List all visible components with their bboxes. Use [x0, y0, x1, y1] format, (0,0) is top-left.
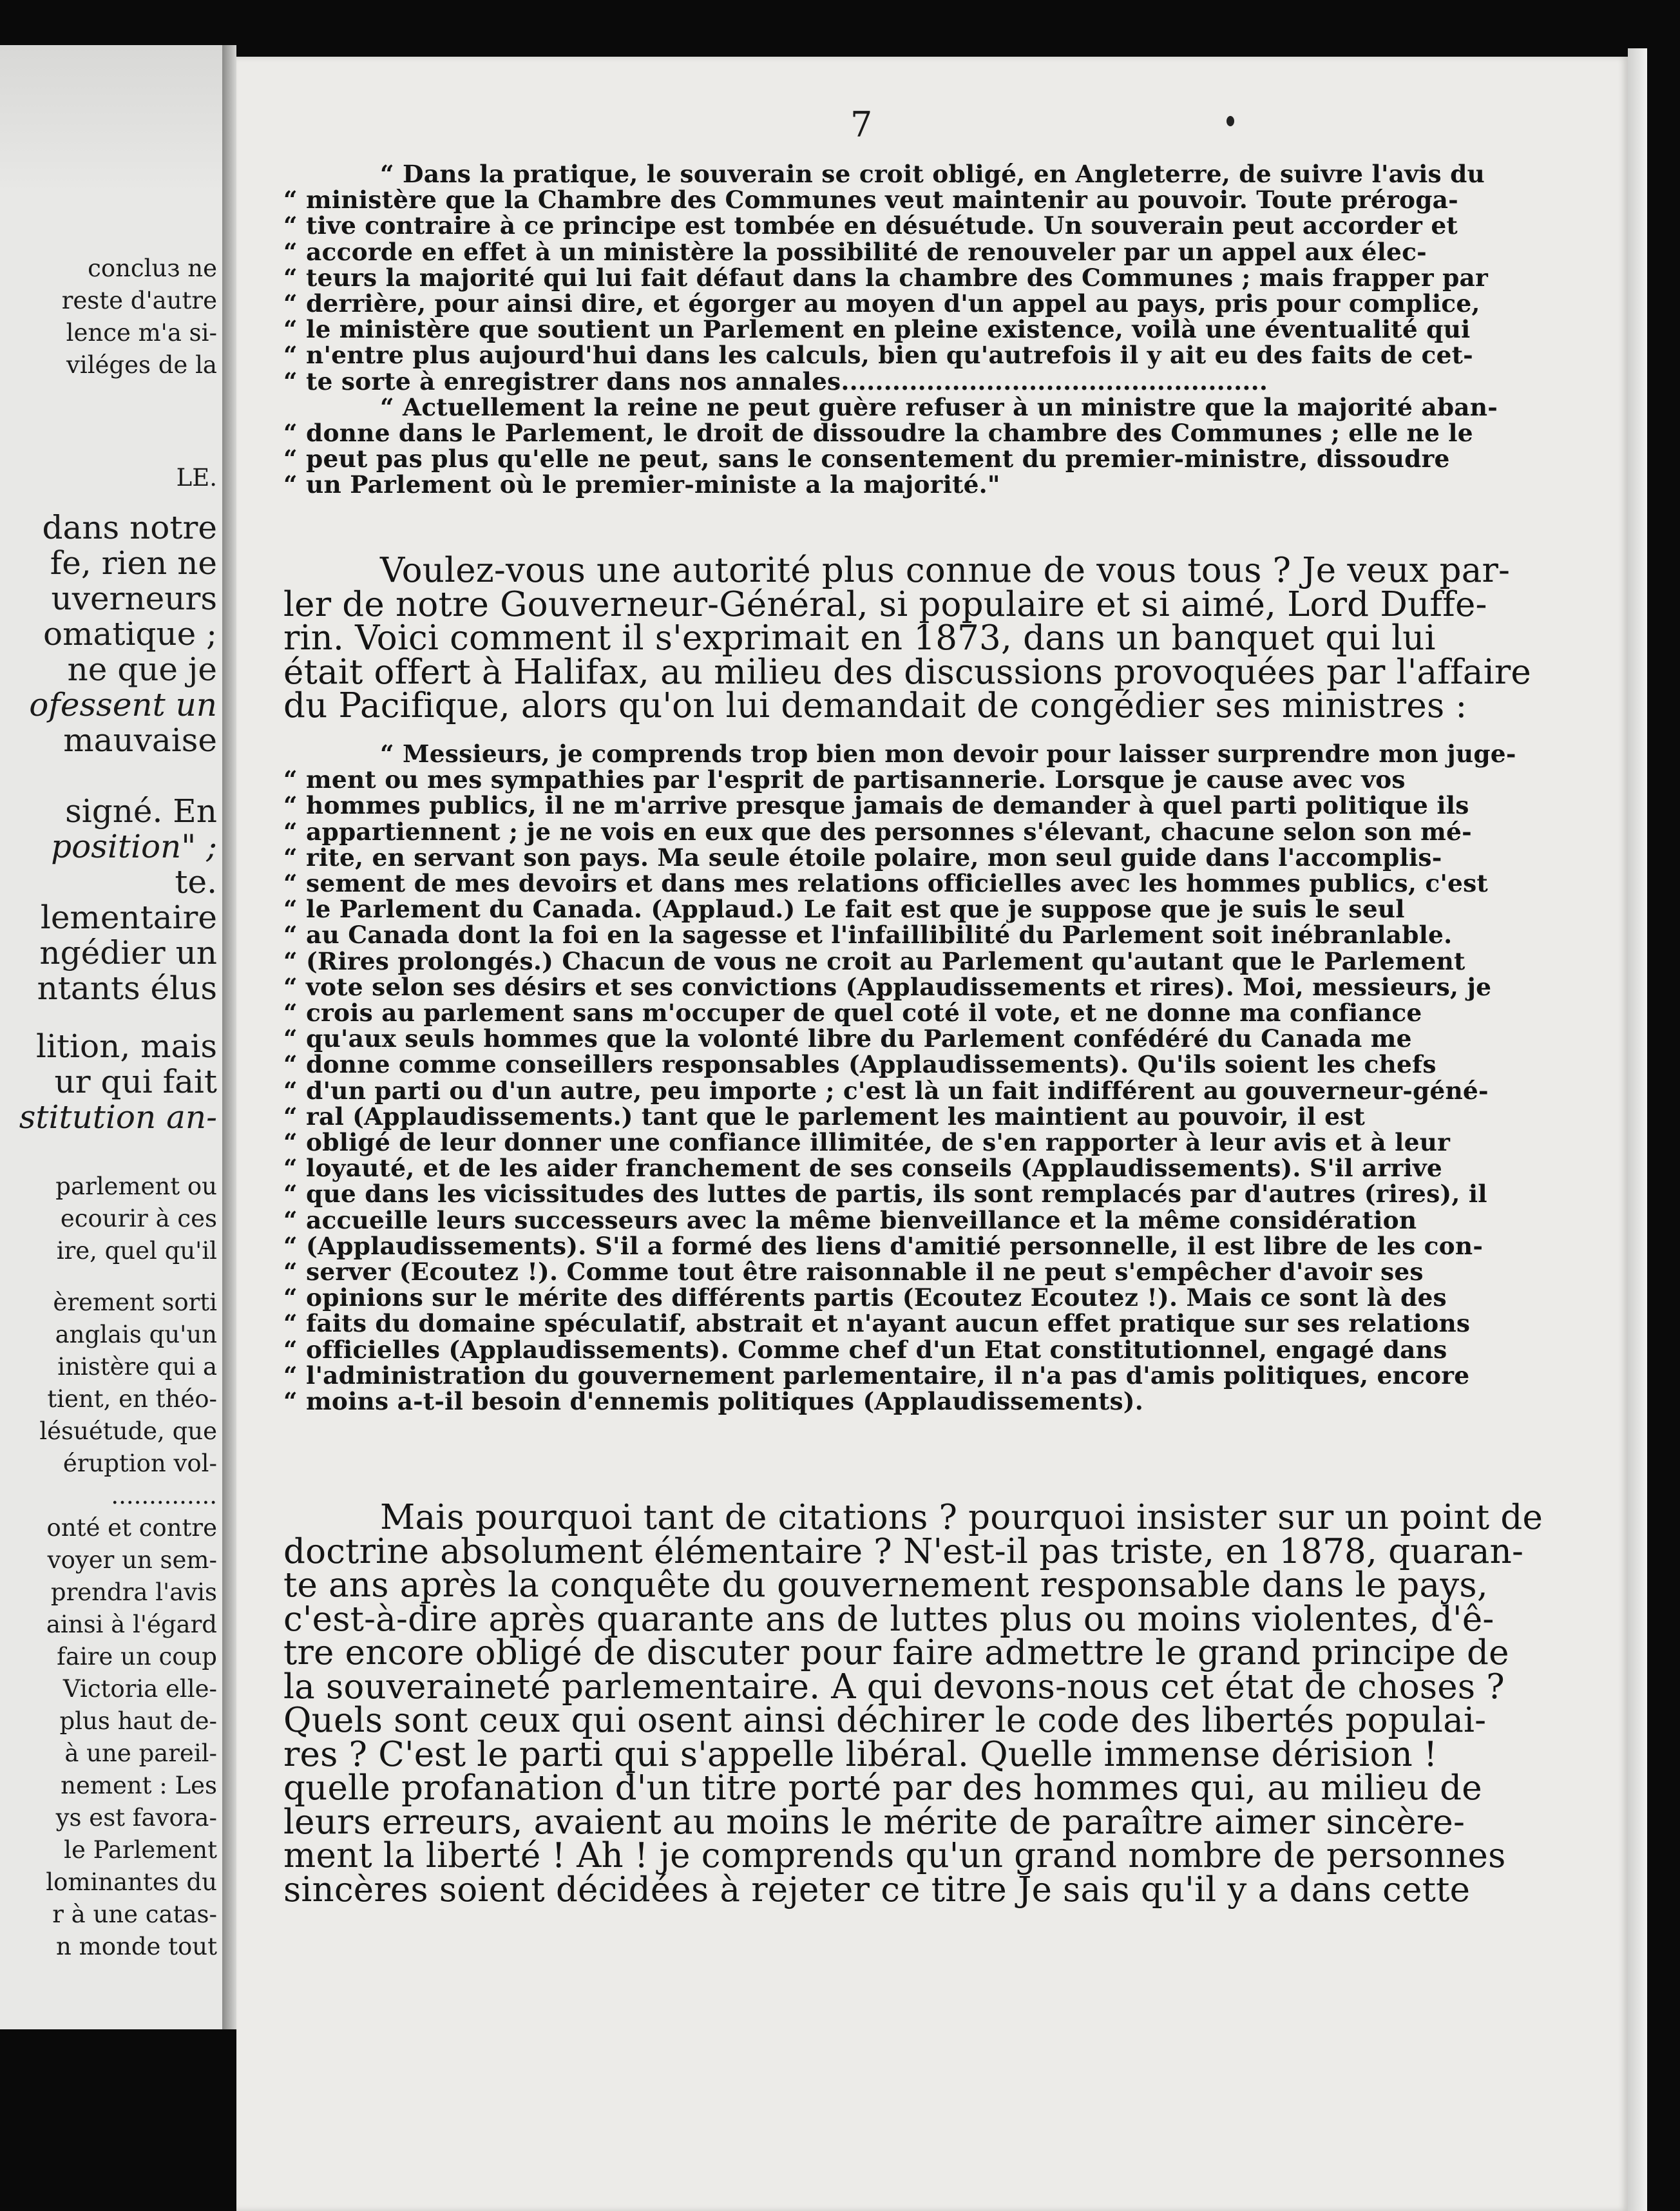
left-page-line: lementaire [40, 899, 217, 936]
left-page-line: mauvaise [63, 722, 217, 759]
quote2-line: “ rite, en servant son pays. Ma seule étoile polaire, mon seul guide dans l'accomplis- [283, 843, 1442, 872]
body1-line: était offert à Halifax, au milieu des discussions provoquées par l'affaire [283, 652, 1531, 692]
body-paragraph-2 [283, 1498, 1543, 1910]
quote1-line: “ peut pas plus qu'elle ne peut, sans le consentement du premier-ministre, dissoudre [283, 445, 1450, 474]
body1-line: ler de notre Gouverneur-Général, si populaire et si aimé, Lord Duffe- [283, 584, 1487, 624]
body2-line: leurs erreurs, avaient au moins le mérite de paraître aimer sincère- [283, 1802, 1465, 1842]
left-page-line: reste d'autre [61, 287, 217, 314]
body1-line: du Pacifique, alors qu'on lui demandait de congédier ses ministres : [283, 686, 1467, 725]
quote2-line: “ moins a-t-il besoin d'ennemis politiques (Applaudissements). [283, 1387, 1143, 1416]
quote1-line: “ Dans la pratique, le souverain se croit obligé, en Angleterre, de suivre l'avis du [380, 160, 1485, 188]
left-page-line: ainsi à l'égard [46, 1611, 217, 1638]
body2-line: res ? C'est le parti qui s'appelle libéral. Quelle immense dérision ! [283, 1734, 1438, 1774]
quote1-line: “ accorde en effet à un ministère la possibilité de renouveler par un appel aux élec- [283, 237, 1427, 266]
quote2-line: “ Messieurs, je comprends trop bien mon devoir pour laisser surprendre mon juge- [380, 740, 1516, 768]
quote1-line: “ Actuellement la reine ne peut guère refuser à un ministre que la majorité aban- [380, 392, 1498, 421]
quote2-line: “ opinions sur le mérite des différents partis (Ecoutez Ecoutez !). Mais ce sont là des [283, 1283, 1447, 1312]
quote2-line: “ le Parlement du Canada. (Applaud.) Le fait est que je suppose que je suis le seul [283, 895, 1405, 924]
quote2-line: “ hommes publics, il ne m'arrive presque jamais de demander à quel parti politique ils [283, 791, 1469, 820]
left-page-line: .............. [111, 1482, 217, 1509]
quote2-line: “ vote selon ses désirs et ses convictions (Applaudissements et rires). Moi, messieurs, je [283, 972, 1492, 1001]
quote2-line: “ ral (Applaudissements.) tant que le parlement les maintient au pouvoir, il est [283, 1102, 1366, 1131]
left-page-line: position" ; [51, 828, 217, 865]
left-page-header-smudge [0, 45, 222, 193]
left-page-line: te. [175, 863, 217, 901]
left-page-line: lition, mais [35, 1028, 217, 1065]
left-page-line: dans notre [42, 509, 217, 546]
left-page-line: à une pareil- [64, 1739, 217, 1767]
quote2-line: “ d'un parti ou d'un autre, peu importe ; c'est là un fait indifférent au gouverneur-géné- [283, 1076, 1489, 1105]
body-paragraph-1 [283, 551, 1531, 725]
left-page-line: nement : Les [61, 1772, 217, 1799]
quote2-line: “ officielles (Applaudissements). Comme chef d'un Etat constitutionnel, engagé dans [283, 1335, 1447, 1364]
left-page-line: n monde tout [56, 1933, 217, 1960]
left-page-line: concluз ne [88, 254, 217, 282]
quote2-line: “ qu'aux seuls hommes que la volonté libre du Parlement confédéré du Canada me [283, 1024, 1412, 1053]
left-page-line: éruption vol- [62, 1450, 217, 1477]
left-page-line: parlement ou [55, 1172, 217, 1200]
left-page-line: voyer un sem- [47, 1546, 217, 1574]
left-page-line: r à une catas- [52, 1900, 217, 1928]
left-page-line: ire, quel qu'il [56, 1237, 217, 1265]
quote1-line: “ le ministère que soutient un Parlement en pleine existence, voilà une éventualité qui [283, 315, 1471, 344]
body2-line: te ans après la conquête du gouvernement responsable dans le pays, [283, 1565, 1488, 1605]
quote1-line: “ n'entre plus aujourd'hui dans les calculs, bien qu'autrefois il y ait eu des faits de cet- [283, 341, 1473, 370]
quote2-line: “ ment ou mes sympathies par l'esprit de partisannerie. Lorsque je cause avec vos [283, 765, 1406, 794]
left-page-line: inistère qui a [57, 1353, 217, 1381]
body1-line: rin. Voici comment il s'exprimait en 1873, dans un banquet qui lui [283, 618, 1436, 658]
quote2-line: “ obligé de leur donner une confiance illimitée, de s'en rapporter à leur avis et à leur [283, 1128, 1451, 1157]
quote2-line: “ donne comme conseillers responsables (Applaudissements). Qu'ils soient les chefs [283, 1050, 1437, 1079]
quote2-line: “ loyauté, et de les aider franchement de ses conseils (Applaudissements). S'il arrive [283, 1154, 1442, 1183]
book-gutter [222, 45, 236, 2029]
page-edge [1628, 48, 1647, 2211]
left-page-line: ur qui fait [54, 1063, 217, 1100]
left-page-line: signé. En [65, 792, 217, 830]
quote2-line: “ (Applaudissements). S'il a formé des liens d'amitié personnelle, il est libre de les con- [283, 1231, 1484, 1260]
left-page-line: prendra l'avis [50, 1578, 217, 1606]
left-page-line: fe, rien ne [50, 544, 217, 582]
body2-line: doctrine absolument élémentaire ? N'est-il pas triste, en 1878, quaran- [283, 1531, 1524, 1571]
quote1-line: “ donne dans le Parlement, le droit de dissoudre la chambre des Communes ; elle ne le [283, 419, 1473, 448]
quote1-line: “ tive contraire à ce principe est tombée en désuétude. Un souverain peut accorder et [283, 211, 1458, 240]
left-page-line: uverneurs [51, 580, 217, 617]
body2-line: ment la liberté ! Ah ! je comprends qu'un grand nombre de personnes [283, 1836, 1506, 1875]
page-number: 7 [850, 104, 873, 145]
left-page-line: LE. [176, 464, 217, 492]
left-page-line: ne que je [67, 651, 217, 688]
left-page-line: viléges de la [66, 351, 217, 379]
body2-line: tre encore obligé de discuter pour faire admettre le grand principe de [283, 1633, 1509, 1672]
left-page-line: ecourir à ces [60, 1205, 217, 1232]
left-page-line: ys est favora- [55, 1804, 217, 1832]
quote1-line: “ derrière, pour ainsi dire, et égorger au moyen d'un appel au pays, pris pour complice, [283, 289, 1480, 318]
body2-line: c'est-à-dire après quarante ans de luttes plus ou moins violentes, d'ê- [283, 1599, 1494, 1639]
left-page-fragment [0, 45, 222, 2029]
left-page-line: tient, en théo- [47, 1385, 217, 1413]
quote2-line: “ appartiennent ; je ne vois en eux que des personnes s'élevant, chacune selon son mé- [283, 817, 1472, 846]
left-page-line: ngédier un [39, 934, 217, 972]
quote2-line: “ l'administration du gouvernement parlementaire, il n'a pas d'amis politiques, encore [283, 1361, 1470, 1390]
quote1-line: “ un Parlement où le premier-ministe a la majorité." [283, 470, 1000, 499]
quote-block-1 [283, 160, 1498, 499]
body2-line: sincères soient décidées à rejeter ce titre Je sais qu'il y a dans cette [283, 1870, 1471, 1910]
left-page-line: lésuétude, que [39, 1417, 217, 1445]
quote2-line: “ crois au parlement sans m'occuper de quel coté il vote, et ne donne ma confiance [283, 999, 1422, 1028]
left-page-line: onté et contre [46, 1514, 217, 1542]
quote1-line: “ teurs la majorité qui lui fait défaut dans la chambre des Communes ; mais frapper par [283, 263, 1488, 292]
quote2-line: “ au Canada dont la foi en la sagesse et l'infaillibilité du Parlement soit inébranlable. [283, 921, 1453, 950]
left-page-line: èrement sorti [53, 1288, 217, 1316]
left-page-line: lominantes du [46, 1868, 217, 1896]
left-page-line: anglais qu'un [55, 1321, 217, 1348]
quote2-line: “ sement de mes devoirs et dans mes relations officielles avec les hommes publics, c'est [283, 869, 1488, 898]
left-page-line: omatique ; [43, 615, 217, 653]
left-page-line: plus haut de- [59, 1707, 217, 1735]
body2-line: Mais pourquoi tant de citations ? pourquoi insister sur un point de [380, 1498, 1543, 1537]
quote2-line: “ que dans les vicissitudes des luttes de partis, ils sont remplacés par d'autres (rires), il [283, 1180, 1487, 1209]
left-page-line: stitution an- [19, 1098, 217, 1136]
quote2-line: “ accueille leurs successeurs avec la même bienveillance et la même considération [283, 1205, 1417, 1234]
left-page-line: ofessent un [29, 686, 217, 723]
quote1-line: “ ministère que la Chambre des Communes veut maintenir au pouvoir. Toute préroga- [283, 186, 1458, 215]
quote2-line: “ faits du domaine spéculatif, abstrait et n'ayant aucun effet pratique sur ses relations [283, 1309, 1471, 1338]
quote2-line: “ server (Ecoutez !). Comme tout être raisonnable il ne peut s'empêcher d'avoir ses [283, 1258, 1424, 1287]
left-page-line: le Parlement [64, 1836, 217, 1864]
quote-block-2 [283, 740, 1516, 1416]
left-page-line: lence m'a si- [66, 319, 217, 347]
body1-line: Voulez-vous une autorité plus connue de vous tous ? Je veux par- [380, 551, 1511, 590]
left-page-line: faire un coup [57, 1643, 217, 1670]
quote2-line: “ (Rires prolongés.) Chacun de vous ne croit au Parlement qu'autant que le Parlement [283, 946, 1465, 975]
ink-mark [1227, 116, 1234, 126]
left-page-line: ntants élus [37, 970, 217, 1007]
body2-line: Quels sont ceux qui osent ainsi déchirer le code des libertés populai- [283, 1701, 1487, 1740]
body2-line: quelle profanation d'un titre porté par des hommes qui, au milieu de [283, 1768, 1482, 1808]
quote1-line: “ te sorte à enregistrer dans nos annales.................................................. [283, 367, 1268, 396]
left-page-line: Victoria elle- [62, 1675, 217, 1703]
body2-line: la souveraineté parlementaire. A qui devons-nous cet état de choses ? [283, 1667, 1505, 1707]
